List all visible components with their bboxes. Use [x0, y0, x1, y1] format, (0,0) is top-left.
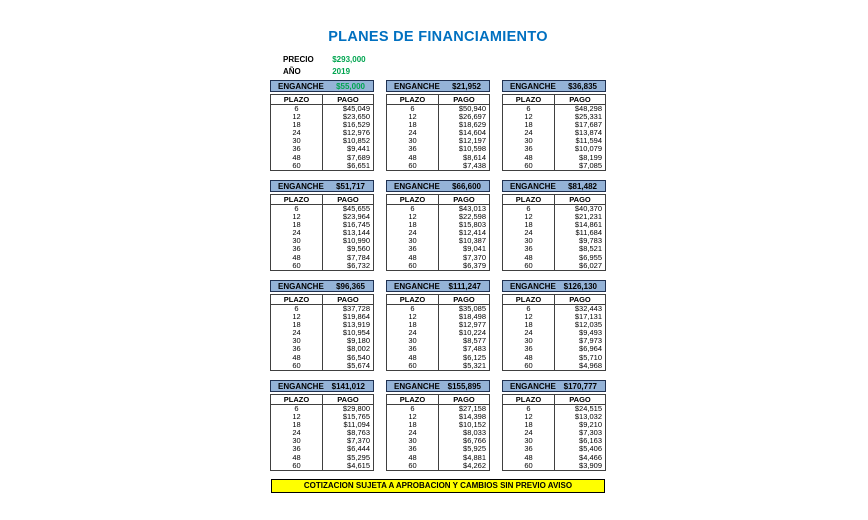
plazo-cell: 24 — [387, 229, 439, 237]
pago-cell: $43,013 — [458, 204, 486, 213]
plazo-cell: 12 — [387, 313, 439, 321]
pago-cell: $13,144 — [342, 228, 370, 238]
pago-cell: $5,674 — [347, 360, 370, 370]
pago-cell: $6,125 — [463, 352, 486, 362]
pago-cell: $50,940 — [458, 104, 486, 113]
plazo-cell: 36 — [503, 445, 555, 453]
pago-cell: $6,379 — [463, 260, 486, 270]
plazo-cell: 48 — [387, 354, 439, 362]
pago-cell: $8,199 — [579, 152, 602, 162]
pago-cell: $5,295 — [347, 452, 370, 462]
pago-cell: $6,444 — [347, 444, 370, 454]
pago-cell: $32,443 — [574, 304, 602, 313]
enganche-amount: $21,952 — [452, 81, 481, 91]
pago-cell: $14,861 — [574, 220, 602, 230]
plazo-cell: 60 — [503, 362, 555, 370]
pago-cell: $40,370 — [574, 204, 602, 213]
pago-cell: $13,032 — [574, 412, 602, 422]
payments-table — [386, 294, 490, 371]
plazo-cell: 30 — [271, 437, 323, 445]
pago-cell: $5,925 — [463, 444, 486, 454]
enganche-label: ENGANCHE — [278, 281, 324, 291]
pago-cell: $18,629 — [458, 120, 486, 130]
pago-cell: $21,231 — [574, 212, 602, 222]
enganche-amount: $126,130 — [563, 281, 597, 291]
pago-cell: $7,784 — [347, 252, 370, 262]
plazo-cell: 6 — [503, 405, 555, 413]
plazo-cell: 30 — [387, 137, 439, 145]
plazo-cell: 6 — [271, 305, 323, 313]
plazo-cell: 18 — [387, 421, 439, 429]
plazo-cell: 24 — [387, 329, 439, 337]
payments-table — [502, 394, 606, 471]
pago-cell: $8,577 — [463, 336, 486, 346]
pago-column-header: PAGO — [569, 295, 591, 304]
plazo-cell: 30 — [271, 237, 323, 245]
enganche-header — [270, 380, 374, 392]
pago-cell: $15,765 — [342, 412, 370, 422]
plazo-cell: 12 — [387, 113, 439, 121]
enganche-header — [270, 280, 374, 292]
table-row — [387, 462, 489, 470]
table-row — [271, 362, 373, 370]
enganche-amount: $96,365 — [336, 281, 365, 291]
pago-cell: $11,094 — [343, 420, 370, 430]
pago-column-header: PAGO — [569, 95, 591, 104]
pago-cell: $23,964 — [342, 212, 370, 222]
pago-cell: $19,864 — [342, 312, 370, 322]
plazo-cell: 12 — [503, 313, 555, 321]
plazo-cell: 6 — [503, 205, 555, 213]
plazo-cell: 48 — [503, 154, 555, 162]
plazo-cell: 30 — [503, 437, 555, 445]
plazo-cell: 18 — [271, 221, 323, 229]
pago-cell: $4,881 — [463, 452, 486, 462]
plazo-cell: 18 — [271, 421, 323, 429]
plazo-cell: 18 — [271, 121, 323, 129]
enganche-header — [386, 280, 490, 292]
pago-cell: $11,684 — [575, 228, 602, 238]
enganche-header — [386, 380, 490, 392]
pago-cell: $12,197 — [458, 136, 486, 146]
pago-cell: $6,163 — [579, 436, 602, 446]
pago-cell: $9,180 — [347, 336, 370, 346]
pago-cell: $5,321 — [463, 360, 486, 370]
pago-column-header: PAGO — [337, 295, 359, 304]
pago-column-header: PAGO — [337, 95, 359, 104]
pago-cell: $7,085 — [579, 160, 602, 170]
plazo-cell: 48 — [271, 254, 323, 262]
year-value: 2019 — [332, 67, 351, 76]
payments-table — [386, 94, 490, 171]
plans-grid — [270, 80, 606, 471]
plazo-cell: 24 — [271, 229, 323, 237]
pago-cell: $10,152 — [458, 420, 486, 430]
pago-cell: $16,529 — [342, 120, 370, 130]
plazo-cell: 6 — [271, 405, 323, 413]
plazo-cell: 30 — [271, 137, 323, 145]
enganche-label: ENGANCHE — [394, 381, 440, 391]
pago-cell: $12,414 — [458, 228, 486, 238]
price-value: $293,000 — [332, 55, 366, 64]
pago-cell: $7,438 — [463, 160, 486, 170]
table-row — [271, 262, 373, 270]
enganche-label: ENGANCHE — [278, 181, 324, 191]
enganche-header — [270, 180, 374, 192]
plazo-cell: 36 — [271, 445, 323, 453]
pago-column-header: PAGO — [569, 395, 591, 404]
payments-table — [502, 294, 606, 371]
plazo-cell: 6 — [271, 205, 323, 213]
plazo-cell: 18 — [387, 121, 439, 129]
pago-cell: $15,803 — [458, 220, 486, 230]
pago-column-header: PAGO — [337, 195, 359, 204]
plazo-cell: 60 — [271, 162, 323, 170]
pago-cell: $17,131 — [574, 312, 602, 322]
pago-cell: $4,262 — [463, 460, 486, 470]
plazo-cell: 12 — [271, 313, 323, 321]
enganche-label: ENGANCHE — [510, 381, 556, 391]
pago-cell: $14,398 — [458, 412, 486, 422]
plan-card — [502, 380, 606, 471]
payments-table — [270, 294, 374, 371]
plazo-cell: 30 — [271, 337, 323, 345]
pago-cell: $7,689 — [347, 152, 370, 162]
pago-cell: $45,049 — [342, 104, 370, 113]
payments-table — [502, 94, 606, 171]
pago-cell: $5,710 — [579, 352, 602, 362]
pago-cell: $12,976 — [342, 128, 370, 138]
plan-card — [502, 80, 606, 171]
plazo-cell: 30 — [387, 337, 439, 345]
plazo-cell: 60 — [387, 162, 439, 170]
plazo-cell: 48 — [387, 254, 439, 262]
enganche-label: ENGANCHE — [394, 281, 440, 291]
pago-cell: $6,651 — [347, 160, 370, 170]
plazo-cell: 60 — [503, 162, 555, 170]
pago-column-header: PAGO — [453, 395, 475, 404]
pago-cell: $45,655 — [342, 204, 370, 213]
plazo-column-header: PLAZO — [271, 295, 323, 304]
plazo-cell: 18 — [503, 421, 555, 429]
plazo-column-header: PLAZO — [503, 95, 555, 104]
table-row — [387, 262, 489, 270]
pago-cell: $10,852 — [342, 136, 370, 146]
pago-cell: $9,493 — [579, 328, 602, 338]
payments-table — [386, 194, 490, 271]
pago-cell: $7,303 — [579, 428, 602, 438]
enganche-header — [386, 80, 490, 92]
plazo-cell: 48 — [503, 354, 555, 362]
pago-column-header: PAGO — [453, 195, 475, 204]
enganche-header — [502, 380, 606, 392]
plazo-cell: 18 — [387, 221, 439, 229]
plazo-cell: 24 — [503, 229, 555, 237]
pago-cell: $29,800 — [342, 404, 370, 413]
pago-cell: $9,210 — [579, 420, 602, 430]
enganche-amount: $55,000 — [336, 81, 365, 91]
page-title: PLANES DE FINANCIAMIENTO — [328, 29, 548, 45]
plazo-cell: 36 — [387, 345, 439, 353]
pago-cell: $4,968 — [579, 360, 602, 370]
table-row — [387, 162, 489, 170]
enganche-label: ENGANCHE — [278, 81, 324, 91]
pago-cell: $10,954 — [342, 328, 370, 338]
plazo-cell: 6 — [503, 105, 555, 113]
plazo-column-header: PLAZO — [387, 195, 439, 204]
pago-cell: $8,614 — [463, 152, 486, 162]
pago-cell: $25,331 — [574, 112, 602, 122]
payments-table — [270, 394, 374, 471]
pago-column-header: PAGO — [453, 95, 475, 104]
disclaimer-banner: COTIZACION SUJETA A APROBACION Y CAMBIOS SIN PREVIO AVISO — [271, 479, 605, 493]
plazo-cell: 18 — [271, 321, 323, 329]
pago-cell: $4,615 — [347, 460, 370, 470]
plazo-cell: 12 — [387, 413, 439, 421]
pago-cell: $8,521 — [579, 244, 602, 254]
enganche-amount: $170,777 — [563, 381, 597, 391]
pago-cell: $6,964 — [579, 344, 602, 354]
plazo-column-header: PLAZO — [271, 95, 323, 104]
enganche-label: ENGANCHE — [510, 81, 556, 91]
enganche-amount: $51,717 — [336, 181, 365, 191]
plazo-cell: 24 — [503, 129, 555, 137]
plazo-cell: 24 — [503, 329, 555, 337]
plazo-cell: 6 — [503, 305, 555, 313]
price-row — [283, 55, 366, 64]
plazo-cell: 24 — [387, 129, 439, 137]
plazo-cell: 24 — [271, 129, 323, 137]
plan-card — [386, 180, 490, 271]
pago-cell: $35,085 — [458, 304, 486, 313]
plazo-cell: 60 — [503, 462, 555, 470]
enganche-amount: $81,482 — [568, 181, 597, 191]
plazo-cell: 12 — [503, 413, 555, 421]
pago-cell: $9,560 — [347, 244, 370, 254]
plazo-cell: 18 — [503, 221, 555, 229]
pago-cell: $12,035 — [574, 320, 602, 330]
pago-column-header: PAGO — [569, 195, 591, 204]
pago-cell: $26,697 — [458, 112, 486, 122]
enganche-amount: $111,247 — [448, 281, 481, 291]
plazo-cell: 48 — [503, 254, 555, 262]
pago-cell: $6,955 — [579, 252, 602, 262]
enganche-label: ENGANCHE — [278, 381, 324, 391]
pago-cell: $48,298 — [574, 104, 602, 113]
enganche-amount: $155,895 — [447, 381, 481, 391]
pago-cell: $22,598 — [458, 212, 486, 222]
plazo-cell: 12 — [503, 213, 555, 221]
plazo-cell: 12 — [387, 213, 439, 221]
payments-table — [502, 194, 606, 271]
plazo-cell: 48 — [387, 454, 439, 462]
plazo-cell: 48 — [271, 454, 323, 462]
pago-cell: $6,732 — [347, 260, 370, 270]
plazo-column-header: PLAZO — [387, 95, 439, 104]
pago-cell: $23,650 — [342, 112, 370, 122]
enganche-header — [386, 180, 490, 192]
plan-card — [270, 380, 374, 471]
pago-cell: $6,027 — [579, 260, 602, 270]
payments-table — [386, 394, 490, 471]
plazo-cell: 6 — [387, 105, 439, 113]
plan-card — [270, 80, 374, 171]
plazo-cell: 30 — [503, 137, 555, 145]
plazo-cell: 36 — [271, 145, 323, 153]
plazo-cell: 24 — [271, 329, 323, 337]
pago-column-header: PAGO — [337, 395, 359, 404]
plan-card — [386, 80, 490, 171]
pago-cell: $12,977 — [458, 320, 486, 330]
year-label: AÑO — [283, 67, 301, 76]
plazo-cell: 6 — [387, 205, 439, 213]
pago-cell: $9,783 — [579, 236, 602, 246]
table-row — [271, 462, 373, 470]
plazo-column-header: PLAZO — [271, 195, 323, 204]
pago-column-header: PAGO — [453, 295, 475, 304]
plazo-cell: 6 — [387, 405, 439, 413]
plazo-cell: 36 — [503, 245, 555, 253]
enganche-header — [502, 80, 606, 92]
plazo-cell: 60 — [503, 262, 555, 270]
plazo-column-header: PLAZO — [503, 395, 555, 404]
enganche-amount: $141,012 — [331, 381, 365, 391]
plazo-column-header: PLAZO — [271, 395, 323, 404]
table-row — [503, 162, 605, 170]
pago-cell: $13,919 — [342, 320, 370, 330]
plazo-cell: 6 — [387, 305, 439, 313]
plazo-cell: 36 — [387, 145, 439, 153]
table-row — [503, 262, 605, 270]
plazo-cell: 18 — [387, 321, 439, 329]
pago-cell: $10,079 — [574, 144, 602, 154]
pago-cell: $8,763 — [347, 428, 370, 438]
plazo-cell: 60 — [271, 362, 323, 370]
enganche-label: ENGANCHE — [394, 81, 440, 91]
plazo-cell: 36 — [503, 345, 555, 353]
pago-cell: $4,466 — [579, 452, 602, 462]
plazo-cell: 30 — [503, 337, 555, 345]
pago-cell: $6,766 — [463, 436, 486, 446]
pago-cell: $17,687 — [574, 120, 602, 130]
plazo-cell: 30 — [387, 237, 439, 245]
plazo-cell: 48 — [271, 354, 323, 362]
payments-table — [270, 94, 374, 171]
plazo-cell: 48 — [503, 454, 555, 462]
plazo-cell: 12 — [271, 413, 323, 421]
enganche-label: ENGANCHE — [394, 181, 440, 191]
plazo-cell: 36 — [271, 245, 323, 253]
plazo-column-header: PLAZO — [503, 295, 555, 304]
pago-cell: $37,728 — [342, 304, 370, 313]
plazo-cell: 48 — [387, 154, 439, 162]
pago-cell: $3,909 — [579, 460, 602, 470]
plan-card — [386, 380, 490, 471]
pago-cell: $16,745 — [342, 220, 370, 230]
plazo-column-header: PLAZO — [387, 395, 439, 404]
plazo-cell: 36 — [387, 445, 439, 453]
plazo-column-header: PLAZO — [503, 195, 555, 204]
pago-cell: $10,387 — [458, 236, 486, 246]
pago-cell: $11,594 — [575, 136, 602, 146]
plan-card — [270, 180, 374, 271]
pago-cell: $8,033 — [463, 428, 486, 438]
plazo-cell: 60 — [387, 262, 439, 270]
plazo-cell: 60 — [271, 462, 323, 470]
plazo-cell: 60 — [387, 462, 439, 470]
plazo-cell: 12 — [271, 213, 323, 221]
plazo-cell: 12 — [503, 113, 555, 121]
enganche-amount: $66,600 — [452, 181, 481, 191]
plazo-cell: 36 — [503, 145, 555, 153]
pago-cell: $9,441 — [347, 144, 370, 154]
enganche-header — [502, 180, 606, 192]
plazo-cell: 24 — [503, 429, 555, 437]
pago-cell: $5,406 — [579, 444, 602, 454]
table-row — [503, 462, 605, 470]
enganche-header — [270, 80, 374, 92]
plazo-cell: 30 — [503, 237, 555, 245]
table-row — [503, 362, 605, 370]
pago-cell: $13,874 — [574, 128, 602, 138]
enganche-header — [502, 280, 606, 292]
enganche-label: ENGANCHE — [510, 181, 556, 191]
payments-table — [270, 194, 374, 271]
plan-card — [502, 280, 606, 371]
plazo-cell: 30 — [387, 437, 439, 445]
plazo-cell: 24 — [387, 429, 439, 437]
pago-cell: $10,224 — [458, 328, 486, 338]
pago-cell: $7,483 — [463, 344, 486, 354]
year-row — [283, 67, 350, 76]
plan-card — [502, 180, 606, 271]
plazo-cell: 12 — [271, 113, 323, 121]
pago-cell: $14,604 — [458, 128, 486, 138]
pago-cell: $18,498 — [458, 312, 486, 322]
pago-cell: $7,370 — [463, 252, 486, 262]
pago-cell: $6,540 — [347, 352, 370, 362]
pago-cell: $10,990 — [342, 236, 370, 246]
plazo-cell: 6 — [271, 105, 323, 113]
pago-cell: $9,041 — [463, 244, 486, 254]
pago-cell: $8,002 — [347, 344, 370, 354]
pago-cell: $7,370 — [347, 436, 370, 446]
plazo-cell: 36 — [387, 245, 439, 253]
plazo-cell: 48 — [271, 154, 323, 162]
table-row — [271, 162, 373, 170]
plazo-cell: 36 — [271, 345, 323, 353]
pago-cell: $24,515 — [574, 404, 602, 413]
pago-cell: $10,598 — [458, 144, 486, 154]
plazo-cell: 60 — [387, 362, 439, 370]
price-label: PRECIO — [283, 55, 314, 64]
plan-card — [270, 280, 374, 371]
pago-cell: $27,158 — [458, 404, 486, 413]
plazo-cell: 24 — [271, 429, 323, 437]
pago-cell: $7,973 — [579, 336, 602, 346]
plazo-cell: 18 — [503, 121, 555, 129]
plazo-column-header: PLAZO — [387, 295, 439, 304]
plazo-cell: 18 — [503, 321, 555, 329]
enganche-label: ENGANCHE — [510, 281, 556, 291]
plan-card — [386, 280, 490, 371]
table-row — [387, 362, 489, 370]
plazo-cell: 60 — [271, 262, 323, 270]
sheet-content — [270, 29, 606, 490]
enganche-amount: $36,835 — [568, 81, 597, 91]
